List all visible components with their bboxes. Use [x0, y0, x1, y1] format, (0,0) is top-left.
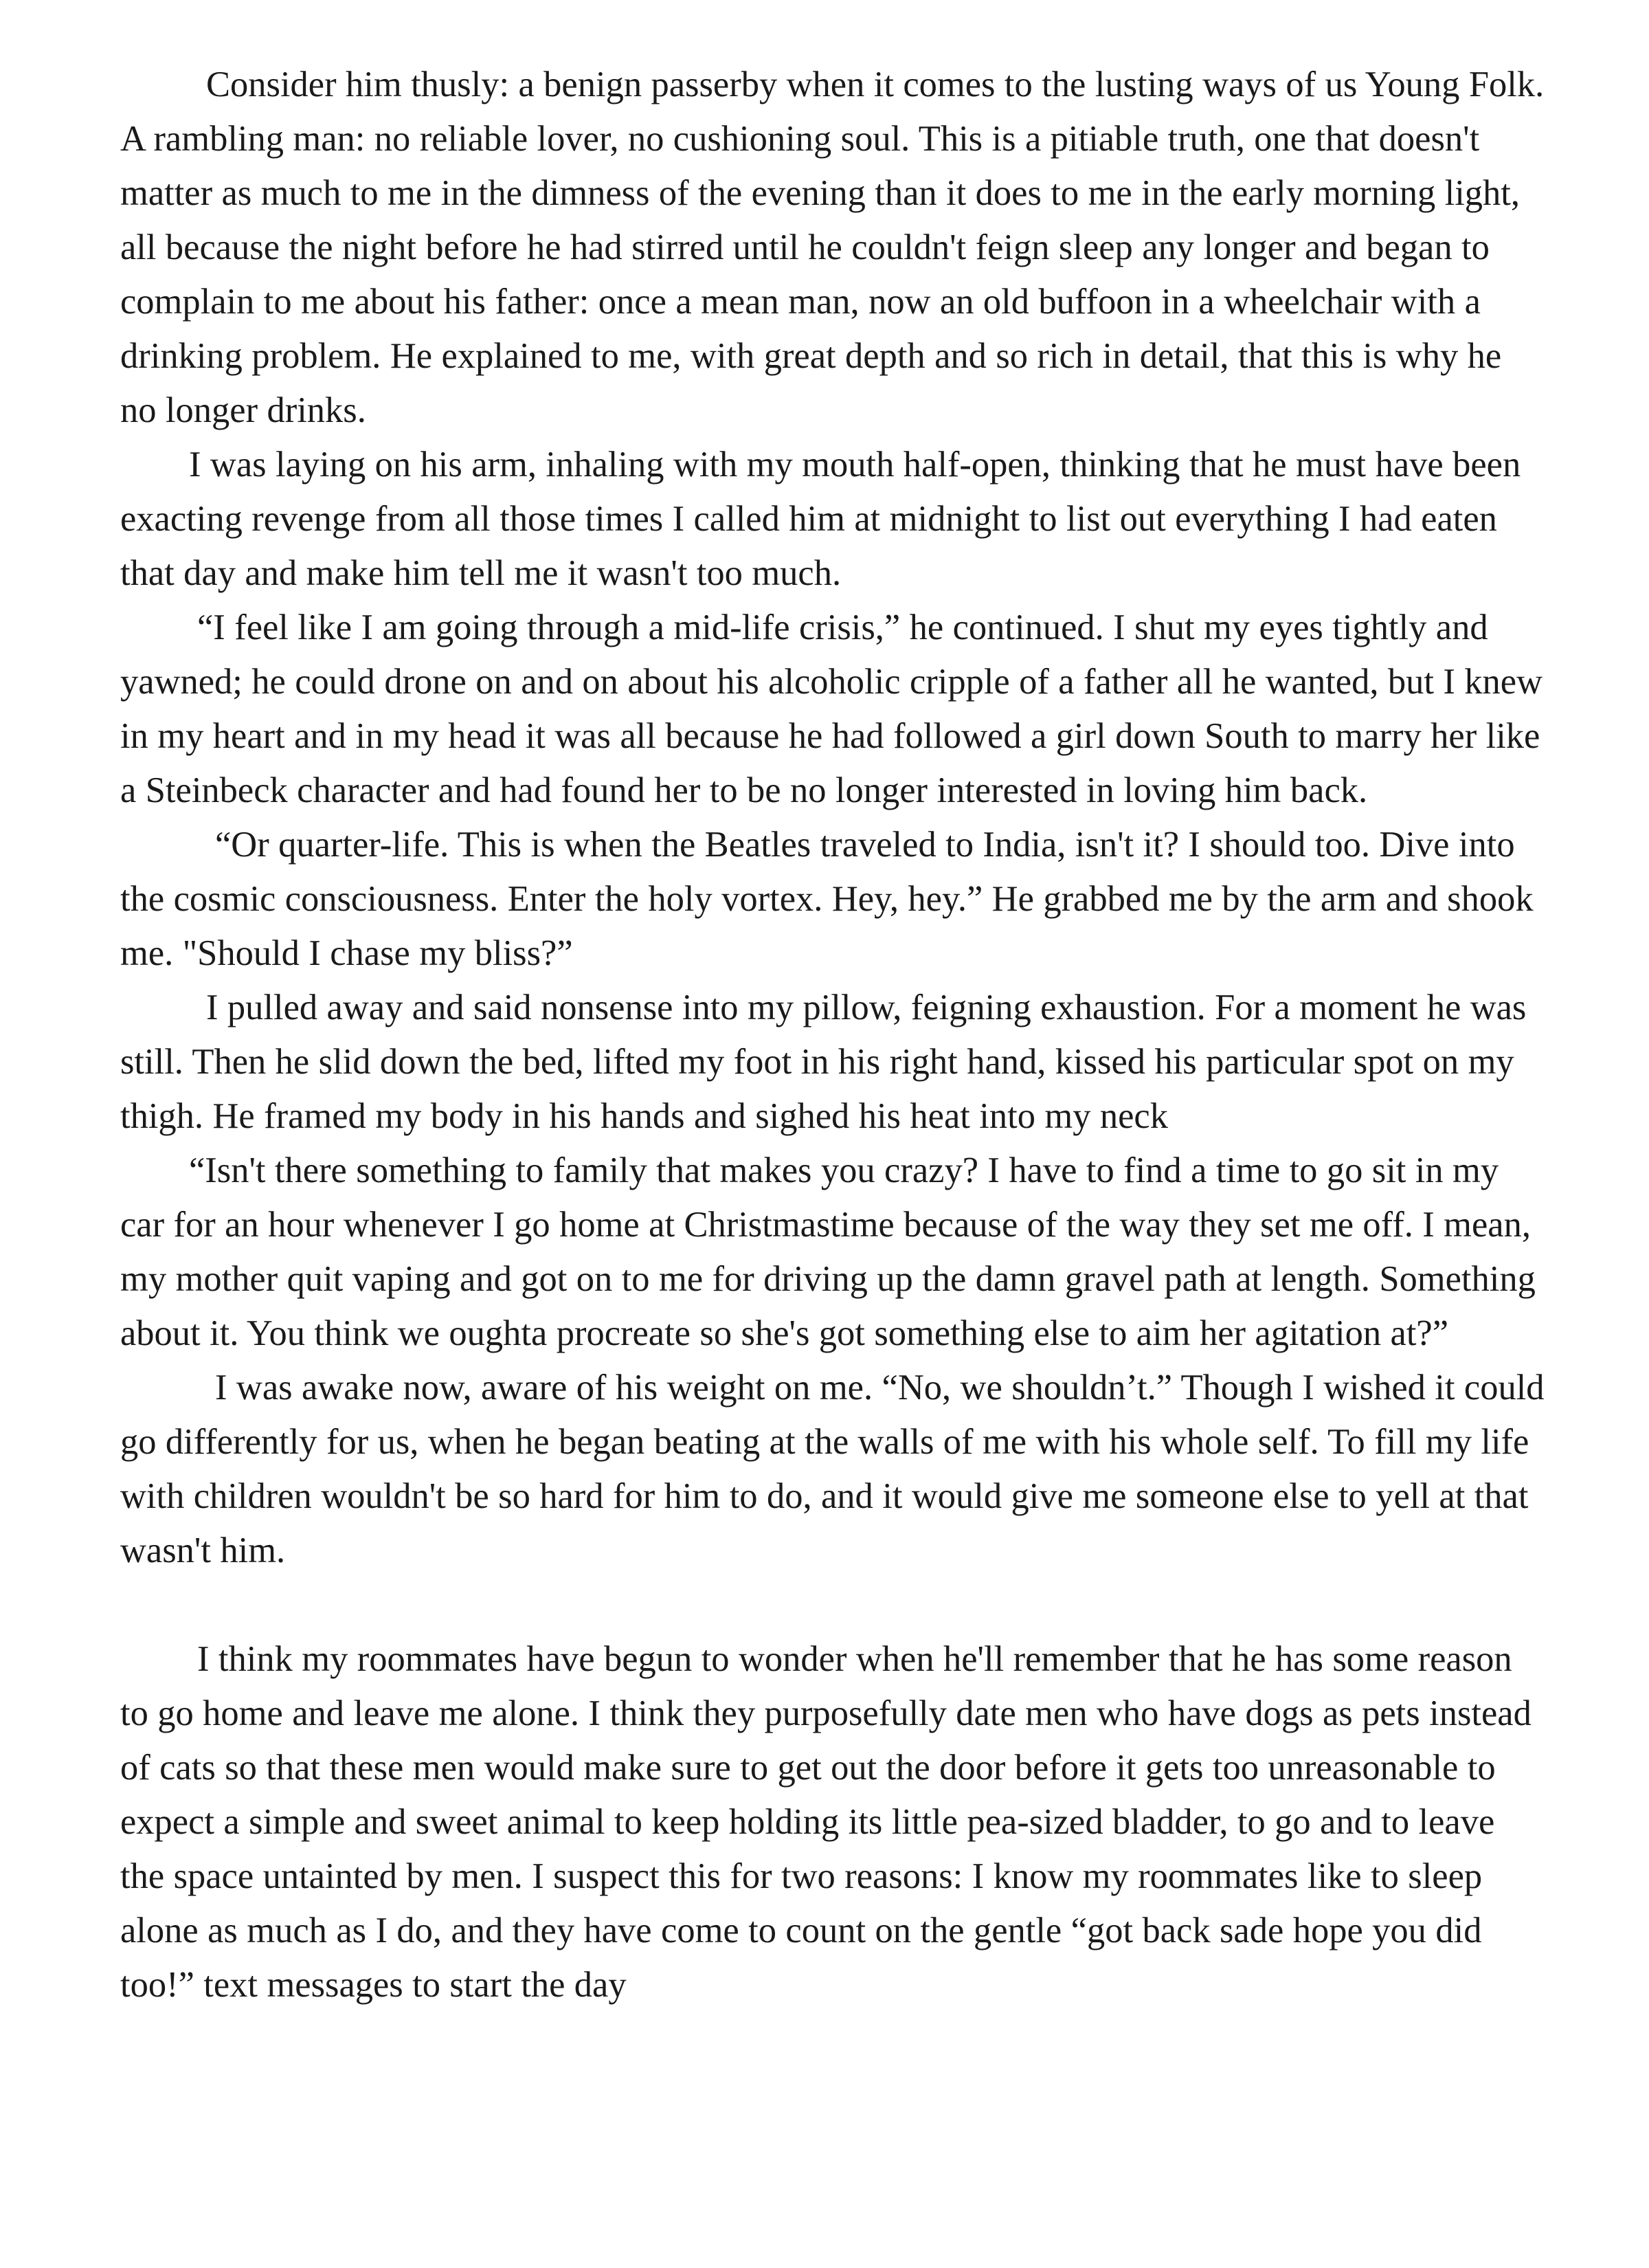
paragraph-8: I think my roommates have begun to wonder when he'll remember that he has some reason to go home and leave me alone. I think they purposefully date men who have dogs as pets instead of cats so that these men would make sure to get out the door before it gets too unreasonable to expect a simple and sweet animal to keep holding its little pea-sized bladder, to go and to leave the space untainted by men. I suspect this for two reasons: I know my roommates like to sleep alone as much as I do, and they have come to count on the gentle “got back sade hope you did too!” text messages to start the day [120, 1639, 1532, 2005]
paragraph-5: I pulled away and said nonsense into my pillow, feigning exhaustion. For a moment he was still. Then he slid down the bed, lifted my foot in his right hand, kissed his particular spot on my thigh. He framed my body in his hands and sighed his heat into my neck [120, 988, 1527, 1136]
paragraph-1: Consider him thusly: a benign passerby when it comes to the lusting ways of us Young Folk. A rambling man: no reliable lover, no cushioning soul. This is a pitiable truth, one that doesn't matter as much to me in the dimness of the evening than it does to me in the early morning light, all because the night before he had stirred until he couldn't feign sleep any longer and began to complain to me about his father: once a mean man, now an old buffoon in a wheelchair with a drinking problem. He explained to me, with great depth and so rich in detail, that this is why he no longer drinks. [120, 65, 1545, 430]
paragraph-6: “Isn't there something to family that makes you crazy? I have to find a time to go sit in my car for an hour whenever I go home at Christmastime because of the way they set me off. I mean, my mother quit vaping and got on to me for driving up the damn gravel path at length. Something about it. You think we oughta procreate so she's got something else to aim her agitation at?” [120, 1150, 1536, 1353]
paragraph-7: I was awake now, aware of his weight on me. “No, we shouldn’t.” Though I wished it could go differently for us, when he began beating at the walls of me with his whole self. To fill my life with children wouldn't be so hard for him to do, and it would give me someone else to yell at that wasn't him. [120, 1368, 1545, 1570]
paragraph-2: I was laying on his arm, inhaling with my mouth half-open, thinking that he must have been exacting revenge from all those times I called him at midnight to list out everything I had eaten that day and make him tell me it wasn't too much. [120, 445, 1521, 593]
paragraph-3: “I feel like I am going through a mid-life crisis,” he continued. I shut my eyes tightly and yawned; he could drone on and on about his alcoholic cripple of a father all he wanted, but I knew in my heart and in my head it was all because he had followed a girl down South to marry her like a Steinbeck character and had found her to be no longer interested in loving him back. [120, 608, 1543, 810]
body-text [120, 58, 1546, 2012]
paragraph-4: “Or quarter-life. This is when the Beatles traveled to India, isn't it? I should too. Dive into the cosmic consciousness. Enter the holy vortex. Hey, hey.” He grabbed me by the arm and shook me. "Should I chase my bliss?” [120, 825, 1534, 973]
